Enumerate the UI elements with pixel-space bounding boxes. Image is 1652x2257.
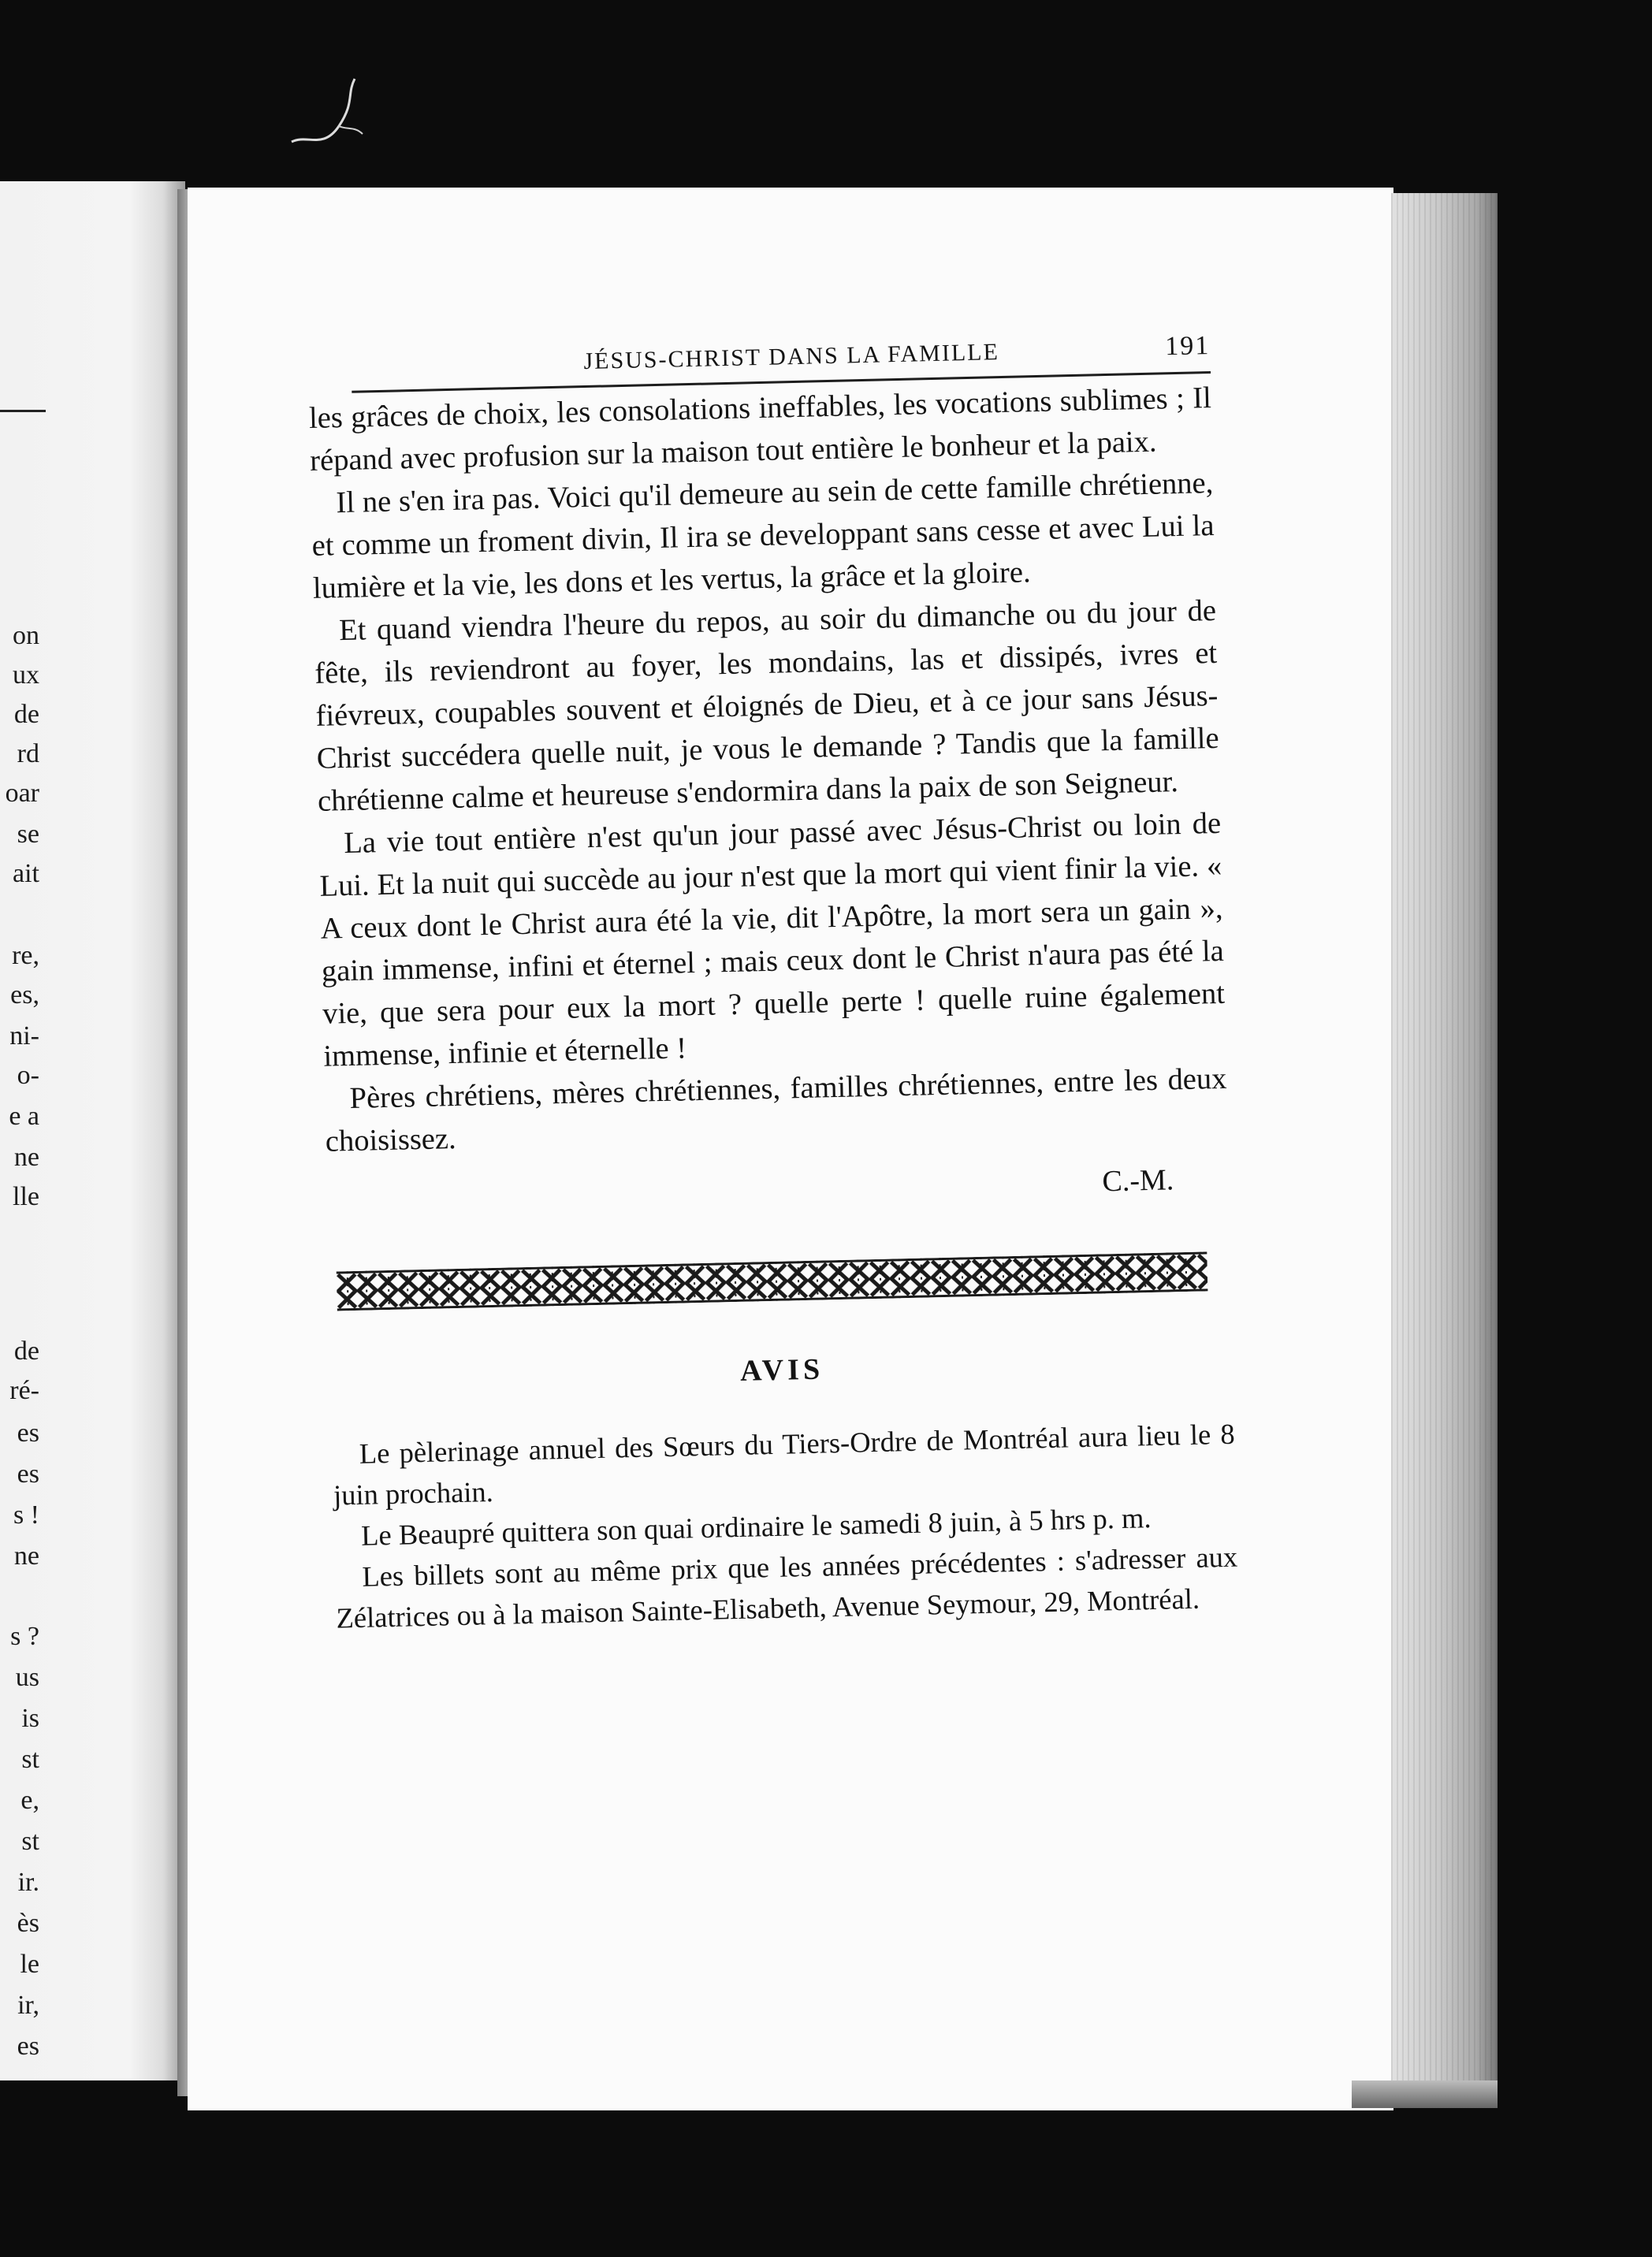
left-page-fragment: e, [20,1786,39,1815]
left-page-fragment: is [21,1704,39,1733]
left-facing-page [0,181,185,2080]
left-page-fragment: es [17,2032,39,2061]
left-page-fragment: rd [17,739,39,768]
left-page-fragment: oar [5,779,39,808]
loose-thread-decoration [284,71,378,165]
body-paragraph: La vie tout entière n'est qu'un jour passé avec Jésus-Christ ou loin de Lui. Et la nuit qui succède au jour n'est que la mort qui vient finir la vie. « A ceux dont le Christ aura été la vie, dit l'Apôtre, la mort sera un gain », gain immense, infini et éternel ; mais ceux dont le Christ n'aura pas été la vie, que sera pour eux la mort ? quelle perte ! quelle ruine également immense, infinie et éternelle ! [319,806,1226,1073]
left-page-fragment: e a [9,1102,39,1131]
left-page-fragment: ait [13,859,39,888]
body-paragraph: Et quand viendra l'heure du repos, au soir du dimanche ou du jour de fête, ils reviendront au foyer, les mondains, las et dissipés, ivres et fiévreux, coupables souvent et éloignés de Dieu, et à ce jour sans Jésus-Christ succédera quelle nuit, je vous le demande ? Tandis que la famille chrétienne calme et heureuse s'endormira dans la paix de son Seigneur. [314,593,1220,818]
page-block-edge [1391,193,1498,2100]
left-page-fragment: s ! [13,1500,39,1530]
avis-paragraph: Les billets sont au même prix que les années précédentes : s'adresser aux Zélatrices ou à la maison Sainte-Elisabeth, Avenue Seymour, 29, Montréal. [336,1540,1238,1634]
left-page-fragment: es [17,1459,39,1489]
avis-paragraph: Le Beaupré quittera son quai ordinaire le samedi 8 juin, à 5 hrs p. m. [360,1501,1152,1552]
running-title: JÉSUS-CHRIST DANS LA FAMILLE [583,339,1000,375]
left-page-fragment: lle [13,1182,39,1211]
left-page-fragment: ré- [9,1376,39,1405]
left-page-fragment: le [20,1950,39,1979]
left-page-fragment: se [17,820,39,849]
left-page-fragment: de [13,700,39,729]
left-page-fragment: us [15,1663,39,1692]
left-page-fragment: ne [13,1541,39,1571]
ornamental-divider [337,1251,1208,1311]
left-page-fragment: st [21,1827,39,1856]
left-page-fragment: s ? [10,1622,39,1651]
left-page-fragment: o- [17,1061,39,1090]
left-page-fragment: ne [13,1143,39,1172]
left-page-fragment: de [13,1337,39,1366]
left-page-fragment: on [13,621,39,650]
left-page-fragment: ux [13,660,39,690]
author-signature: C.-M. [1102,1163,1174,1199]
left-page-fragment: re, [12,941,39,970]
left-page-rule [0,410,46,412]
avis-title: AVIS [739,1352,824,1388]
page-block-bottom [1352,2080,1498,2108]
left-page-fragment: ir. [17,1868,39,1897]
avis-paragraph: Le pèlerinage annuel des Sœurs du Tiers-Ordre de Montréal aura lieu le 8 juin prochain. [333,1417,1236,1511]
left-page-fragment: ni- [9,1021,39,1050]
body-paragraph: Il ne s'en ira pas. Voici qu'il demeure au sein de cette famille chrétienne, et comme un froment divin, Il ira se developpant sans cesse et avec Lui la lumière et la vie, les dons et les vertus, la grâce et la gloire. [311,466,1215,605]
avis-notice [332,1414,1239,1639]
body-paragraph: Pères chrétiens, mères chrétiennes, familles chrétiennes, entre les deux choisissez. [325,1062,1227,1158]
body-paragraph: les grâces de choix, les consolations ineffables, les vocations sublimes ; Il répand avec profusion sur la maison tout entière le bonheur et la paix. [308,381,1212,478]
left-page-fragment: es, [10,980,39,1010]
left-page-fragment: st [21,1745,39,1774]
left-page-fragment: ès [17,1909,39,1938]
left-page-fragment: ir, [17,1991,39,2020]
page-number: 191 [1164,331,1211,362]
page-content [307,326,1239,1639]
left-page-fragment: es [17,1419,39,1448]
